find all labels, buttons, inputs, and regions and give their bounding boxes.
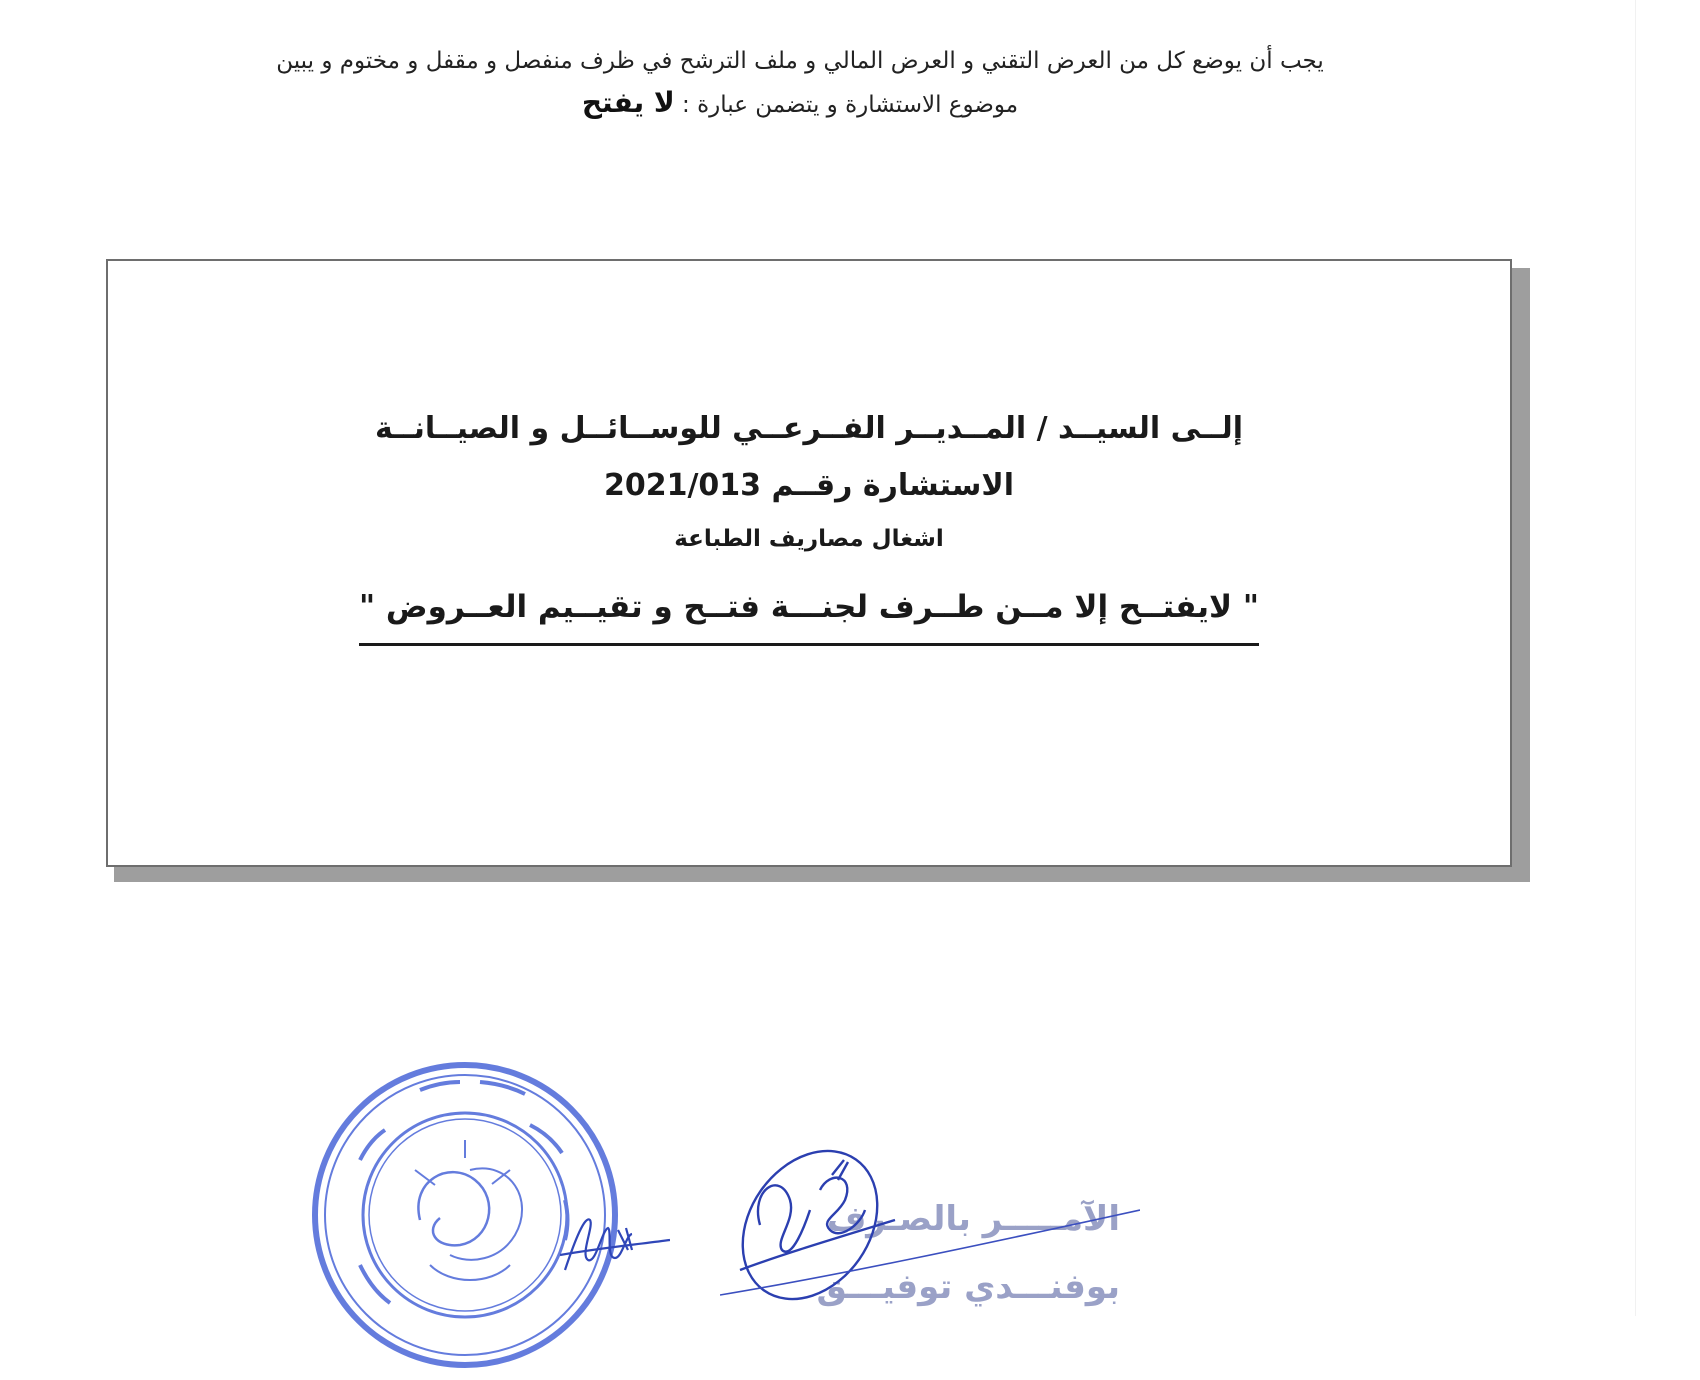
initials-signature [560,1200,670,1280]
do-not-open-phrase: لا يفتح [581,86,675,119]
consultation-subject: اشغال مصاريف الطباعة [674,526,944,552]
do-not-open-notice: " لايفتــح إلا مــن طــرف لجنـــة فتــح و تقيــيم العــروض " [359,577,1259,646]
envelope-label-box [106,259,1512,867]
signature-strike-line [720,1195,1140,1305]
page-edge [1635,0,1636,1316]
consultation-number: الاستشارة رقــم 2021/013 [603,468,1015,503]
addressee-line: إلــى السيــد / المــديــر الفــرعــي للوســائــل و الصيــانــة [374,411,1244,446]
notice-wrapper [108,563,1510,646]
instructions-line-1: يجب أن يوضع كل من العرض التقني و العرض المالي و ملف الترشح في ظرف منفصل و مقفل و مختوم و يبين [276,48,1324,74]
envelope-text [108,401,1510,646]
instructions-line-2-prefix: موضوع الاستشارة و يتضمن عبارة : [682,92,1019,118]
signatory-name: بوفنـــدي توفيـــق [816,1267,1120,1307]
signatory-title: الآمـــــر بالصـرف [826,1199,1120,1239]
instructions-line-2 [180,82,1420,126]
instructions-text [180,40,1420,126]
